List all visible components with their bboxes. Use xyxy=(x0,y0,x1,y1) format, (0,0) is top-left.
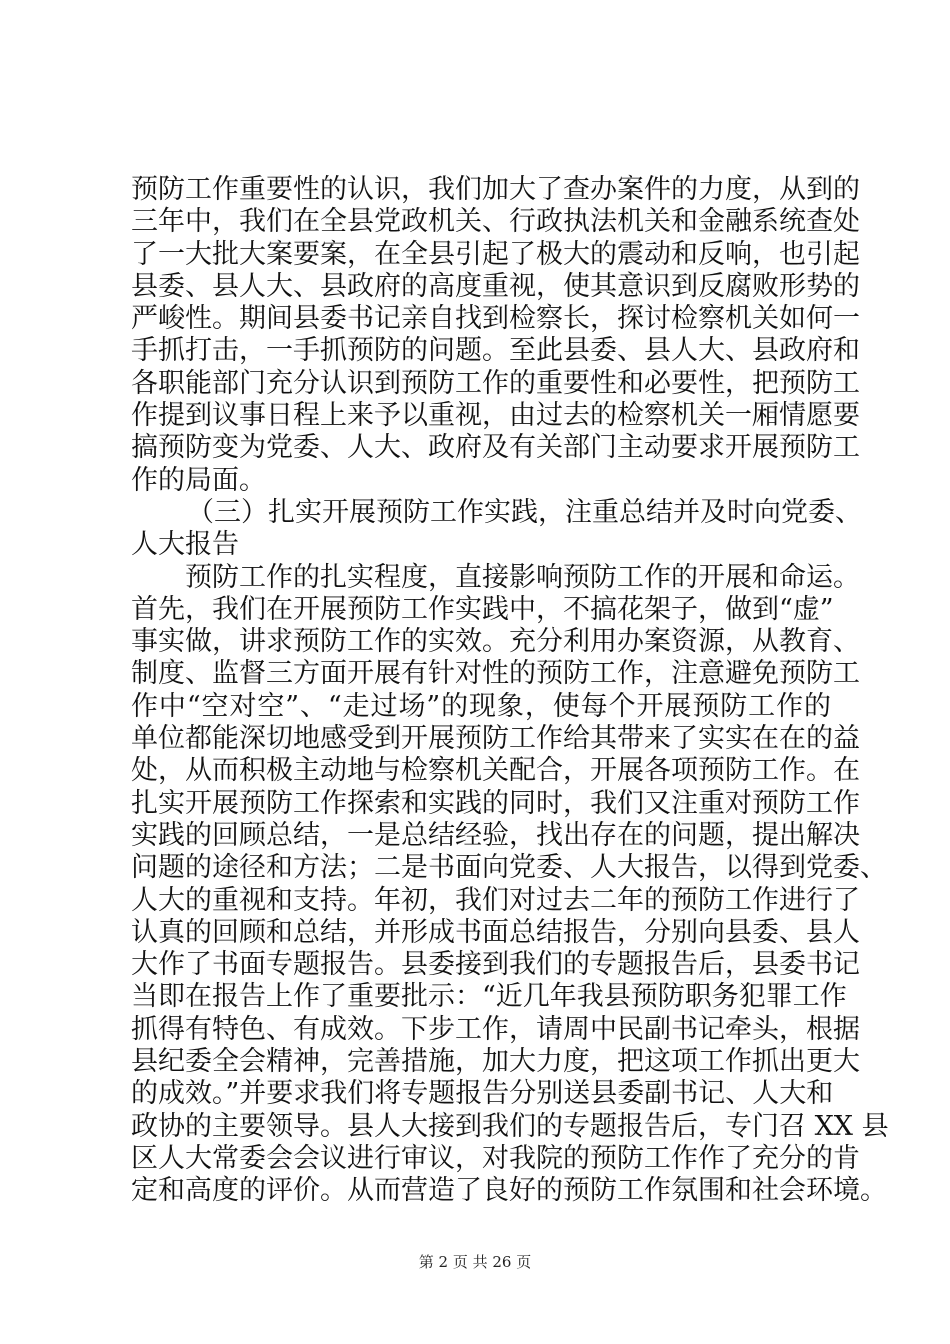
section-heading-line-1: （三）扎实开展预防工作实践，注重总结并及时向党委、 xyxy=(187,496,862,528)
text-line-17: 作中“空对空”、“走过场”的现象，使每个开展预防工作的 xyxy=(131,690,831,722)
text-line-18: 单位都能深切地感受到开展预防工作给其带来了实实在在的益 xyxy=(131,723,860,755)
text-line-24: 认真的回顾和总结，并形成书面总结报告，分别向县委、县人 xyxy=(131,916,860,948)
text-line-30: 政协的主要领导。县人大接到我们的专题报告后，专门召 XX 县 xyxy=(131,1110,889,1142)
text-line-27: 抓得有特色、有成效。下步工作，请周中民副书记牵头，根据 xyxy=(131,1013,860,1045)
text-line-6: 手抓打击，一手抓预防的问题。至此县委、县人大、县政府和 xyxy=(131,335,860,367)
text-line-28: 县纪委全会精神，完善措施，加大力度，把这项工作抓出更大 xyxy=(131,1046,860,1078)
section-heading-line-2: 人大报告 xyxy=(131,529,239,561)
text-line-8: 作提到议事日程上来予以重视，由过去的检察机关一厢情愿要 xyxy=(131,400,860,432)
text-line-7: 各职能部门充分认识到预防工作的重要性和必要性，把预防工 xyxy=(131,367,860,399)
text-line-21: 实践的回顾总结，一是总结经验，找出存在的问题，提出解决 xyxy=(131,819,860,851)
text-line-2: 三年中，我们在全县党政机关、行政执法机关和金融系统查处 xyxy=(131,206,860,238)
document-body xyxy=(131,174,889,1208)
text-line-9: 搞预防变为党委、人大、政府及有关部门主动要求开展预防工 xyxy=(131,432,860,464)
text-line-31: 区人大常委会会议进行审议，对我院的预防工作作了充分的肯 xyxy=(131,1142,860,1174)
text-line-3: 了一大批大案要案，在全县引起了极大的震动和反响，也引起 xyxy=(131,238,860,270)
text-line-15: 事实做，讲求预防工作的实效。充分利用办案资源，从教育、 xyxy=(131,626,860,658)
text-line-16: 制度、监督三方面开展有针对性的预防工作，注意避免预防工 xyxy=(131,658,860,690)
text-line-29: 的成效。”并要求我们将专题报告分别送县委副书记、人大和 xyxy=(131,1078,834,1110)
text-line-13: 预防工作的扎实程度，直接影响预防工作的开展和命运。 xyxy=(185,561,860,593)
text-line-26: 当即在报告上作了重要批示：“近几年我县预防职务犯罪工作 xyxy=(131,981,847,1013)
text-line-10: 作的局面。 xyxy=(131,464,266,496)
text-line-14: 首先，我们在开展预防工作实践中，不搞花架子，做到“虚” xyxy=(131,593,834,625)
text-line-25: 大作了书面专题报告。县委接到我们的专题报告后，县委书记 xyxy=(131,949,860,981)
text-line-32: 定和高度的评价。从而营造了良好的预防工作氛围和社会环境。 xyxy=(131,1175,887,1207)
text-line-20: 扎实开展预防工作探索和实践的同时，我们又注重对预防工作 xyxy=(131,787,860,819)
page-number-footer: 第 2 页 共 26 页 xyxy=(418,1253,532,1271)
text-line-19: 处，从而积极主动地与检察机关配合，开展各项预防工作。在 xyxy=(131,755,860,787)
text-line-4: 县委、县人大、县政府的高度重视，使其意识到反腐败形势的 xyxy=(131,270,860,302)
text-line-23: 人大的重视和支持。年初，我们对过去二年的预防工作进行了 xyxy=(131,884,860,916)
text-line-22: 问题的途径和方法；二是书面向党委、人大报告，以得到党委、 xyxy=(131,852,887,884)
text-line-5: 严峻性。期间县委书记亲自找到检察长，探讨检察机关如何一 xyxy=(131,303,860,335)
text-line-1: 预防工作重要性的认识，我们加大了查办案件的力度，从到的 xyxy=(131,174,860,205)
